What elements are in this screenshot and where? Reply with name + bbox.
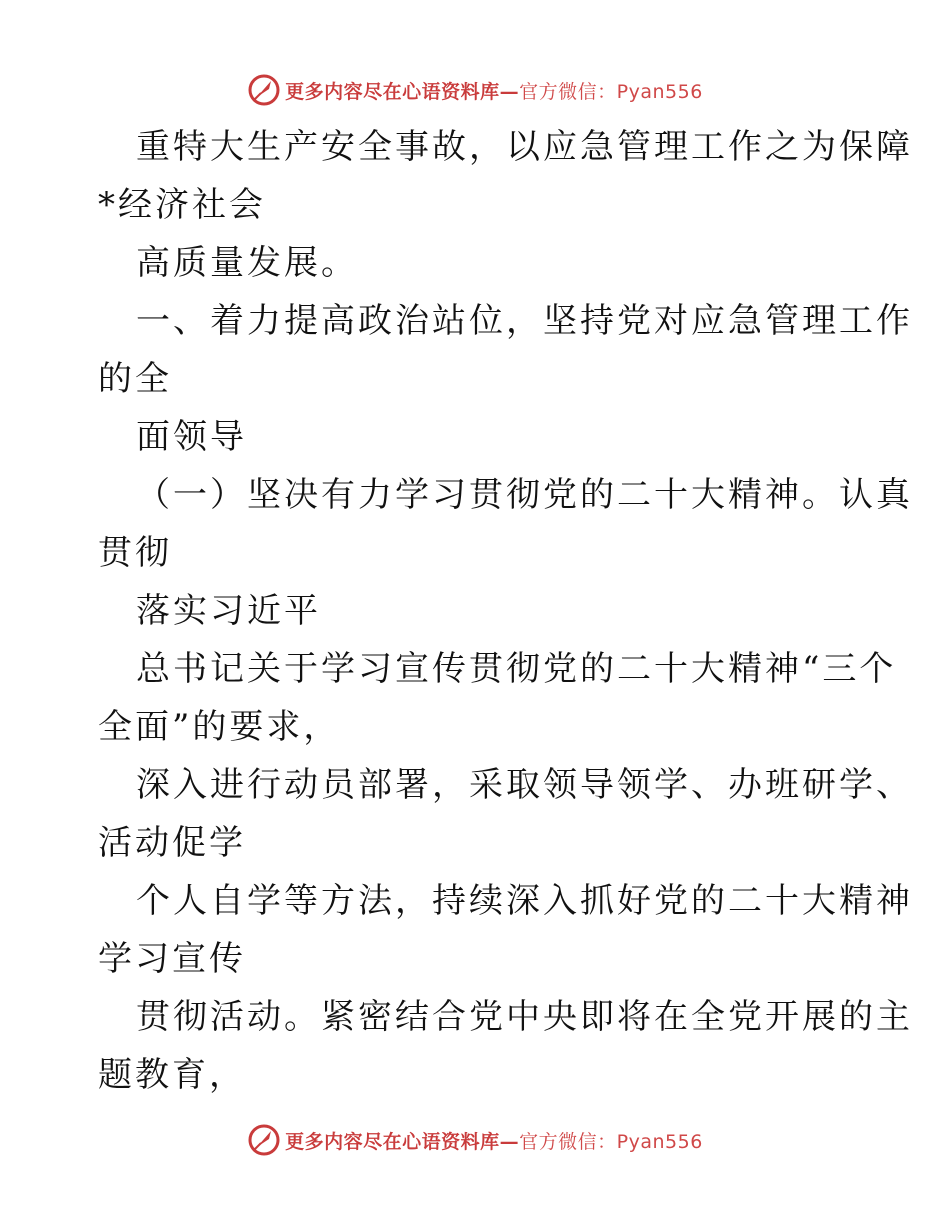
text-line: 总书记关于学习宣传贯彻党的二十大精神“三个 bbox=[136, 649, 897, 689]
text-line: 贯彻 bbox=[98, 533, 172, 573]
text-line: 学习宣传 bbox=[98, 939, 246, 979]
text-line: （一）坚决有力学习贯彻党的二十大精神。认真 bbox=[136, 475, 913, 515]
quill-logo-icon bbox=[247, 73, 281, 107]
text-line: 高质量发展。 bbox=[136, 243, 358, 283]
header-banner bbox=[0, 70, 950, 110]
banner-text bbox=[285, 1127, 703, 1154]
text-line: 深入进行动员部署，采取领导领学、办班研学、 bbox=[136, 765, 913, 805]
banner-slogan: 更多内容尽在心语资料库— bbox=[285, 1130, 520, 1153]
text-line: *经济社会 bbox=[98, 185, 266, 225]
text-line: 落实习近平 bbox=[136, 591, 321, 631]
text-line: 一、着力提高政治站位，坚持党对应急管理工作 bbox=[136, 301, 913, 341]
text-line: 重特大生产安全事故，以应急管理工作之为保障 bbox=[136, 127, 913, 167]
text-line: 的全 bbox=[98, 359, 172, 399]
text-line: 题教育， bbox=[98, 1055, 246, 1095]
banner-wechat: 官方微信：Pyan556 bbox=[519, 1130, 703, 1153]
document-body bbox=[98, 118, 913, 1104]
banner-text bbox=[285, 77, 703, 104]
text-line: 贯彻活动。紧密结合党中央即将在全党开展的主 bbox=[136, 997, 913, 1037]
banner-slogan: 更多内容尽在心语资料库— bbox=[285, 80, 520, 103]
banner-wechat: 官方微信：Pyan556 bbox=[519, 80, 703, 103]
text-line: 全面”的要求， bbox=[98, 707, 341, 747]
text-line: 面领导 bbox=[136, 417, 247, 457]
text-line: 个人自学等方法，持续深入抓好党的二十大精神 bbox=[136, 881, 913, 921]
quill-logo-icon bbox=[247, 1123, 281, 1157]
footer-banner bbox=[0, 1120, 950, 1160]
text-line: 活动促学 bbox=[98, 823, 246, 863]
